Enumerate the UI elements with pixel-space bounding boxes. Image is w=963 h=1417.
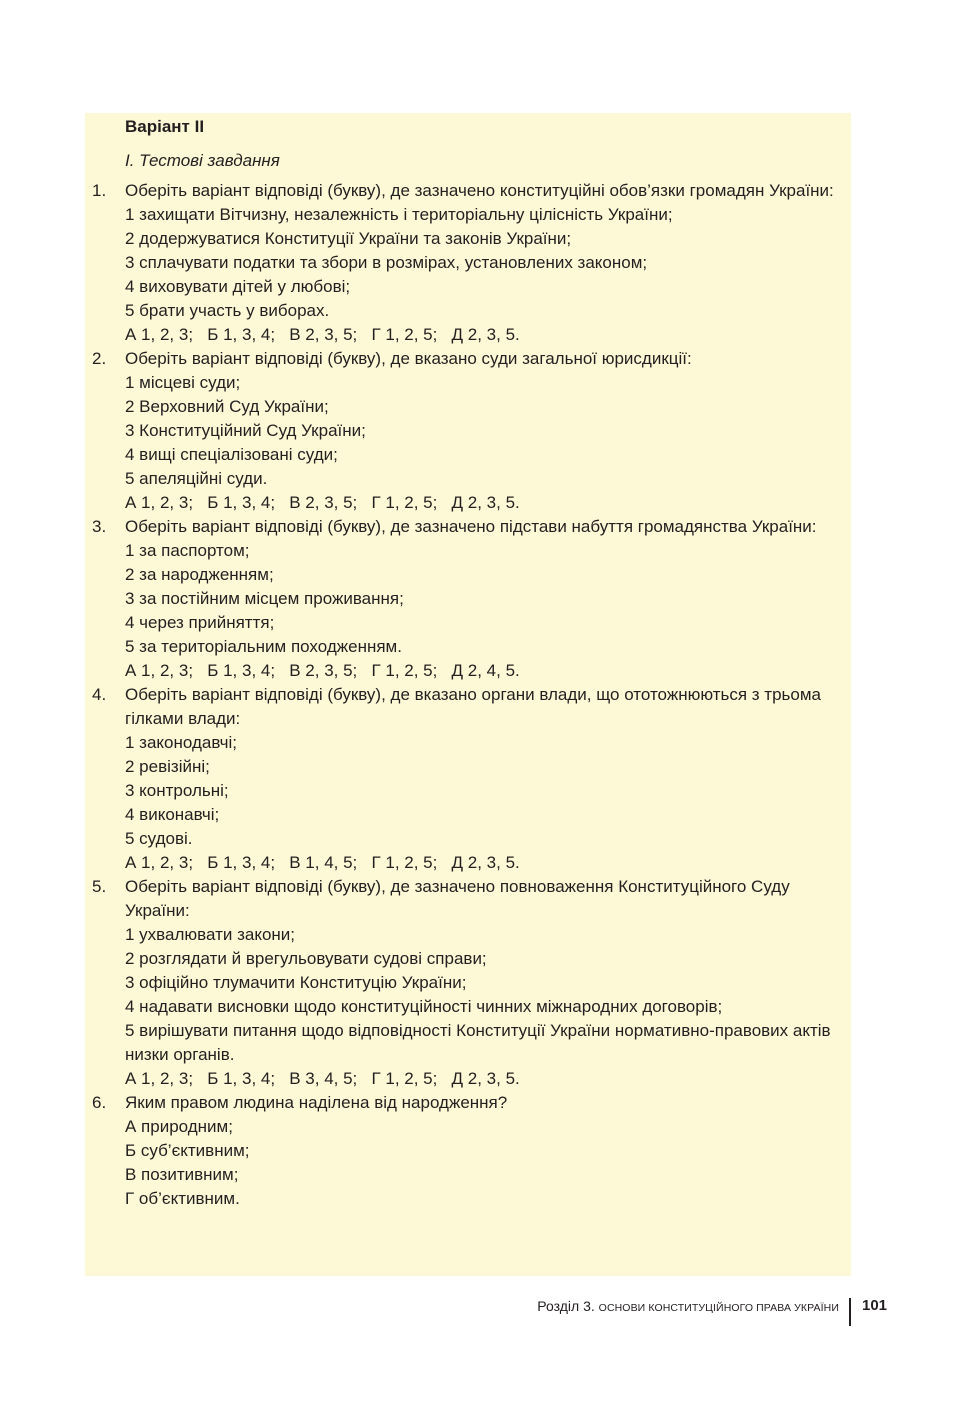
question-option: 2 Верховний Суд України;: [125, 397, 329, 416]
question-option: 2 розглядати й врегульовувати судові справи;: [125, 949, 487, 968]
question-option: 3 офіційно тлумачити Конституцію України;: [125, 973, 467, 992]
question-3: [85, 515, 851, 683]
question-text: Оберіть варіант відповіді (букву), де зазначено конституційні обов’язки громадян України:: [125, 181, 834, 200]
question-option: А природним;: [125, 1117, 233, 1136]
question-option: 5 вирішувати питання щодо відповідності Конституції України нормативно-правових актів низки органів.: [125, 1021, 831, 1064]
question-option: 2 ревізійні;: [125, 757, 210, 776]
answer-choices: А 1, 2, 3; Б 1, 3, 4; В 2, 3, 5; Г 1, 2, 5; Д 2, 4, 5.: [125, 661, 520, 680]
footer-section-title: ОСНОВИ КОНСТИТУЦІЙНОГО ПРАВА УКРАЇНИ: [598, 1302, 839, 1314]
question-number: 5.: [92, 877, 107, 896]
answer-choices: А 1, 2, 3; Б 1, 3, 4; В 1, 4, 5; Г 1, 2, 5; Д 2, 3, 5.: [125, 853, 520, 872]
answer-choices: А 1, 2, 3; Б 1, 3, 4; В 2, 3, 5; Г 1, 2, 5; Д 2, 3, 5.: [125, 325, 520, 344]
question-text: Оберіть варіант відповіді (букву), де зазначено повноваження Конституційного Суду України:: [125, 877, 790, 920]
question-option: 2 додержуватися Конституції України та законів України;: [125, 229, 572, 248]
footer-section: [537, 1296, 839, 1318]
question-option: 3 за постійним місцем проживання;: [125, 589, 404, 608]
question-number: 3.: [92, 517, 107, 536]
question-option: 2 за народженням;: [125, 565, 274, 584]
question-text: Оберіть варіант відповіді (букву), де вказано суди загальної юрисдикції:: [125, 349, 692, 368]
question-number: 6.: [92, 1093, 107, 1112]
test-content: [85, 115, 851, 1211]
question-option: Г об’єктивним.: [125, 1189, 240, 1208]
question-option: 5 судові.: [125, 829, 193, 848]
question-option: 3 контрольні;: [125, 781, 229, 800]
question-1: [85, 179, 851, 347]
question-5: [85, 875, 851, 1091]
footer-section-label: Розділ 3.: [537, 1298, 595, 1314]
question-option: 1 захищати Вітчизну, незалежність і територіальну цілісність України;: [125, 205, 673, 224]
answer-choices: А 1, 2, 3; Б 1, 3, 4; В 3, 4, 5; Г 1, 2, 5; Д 2, 3, 5.: [125, 1069, 520, 1088]
question-option: 4 через прийняття;: [125, 613, 275, 632]
question-number: 2.: [92, 349, 107, 368]
question-option: 3 сплачувати податки та збори в розмірах, установлених законом;: [125, 253, 648, 272]
question-option: 5 брати участь у виборах.: [125, 301, 330, 320]
question-option: 4 виконавчі;: [125, 805, 220, 824]
question-number: 1.: [92, 181, 107, 200]
question-2: [85, 347, 851, 515]
variant-title: Варіант ІІ: [125, 117, 205, 136]
question-option: 1 ухвалювати закони;: [125, 925, 296, 944]
question-option: 4 вищі спеціалізовані суди;: [125, 445, 338, 464]
question-text: Оберіть варіант відповіді (букву), де зазначено підстави набуття громадянства України:: [125, 517, 817, 536]
question-text: Оберіть варіант відповіді (букву), де вказано органи влади, що ототожнюються з трьома гілками влади:: [125, 685, 821, 728]
question-option: В позитивним;: [125, 1165, 239, 1184]
question-option: 1 за паспортом;: [125, 541, 250, 560]
answer-choices: А 1, 2, 3; Б 1, 3, 4; В 2, 3, 5; Г 1, 2, 5; Д 2, 3, 5.: [125, 493, 520, 512]
question-option: 4 надавати висновки щодо конституційності чинних міжнародних договорів;: [125, 997, 723, 1016]
question-option: 5 за територіальним походженням.: [125, 637, 402, 656]
question-list: [85, 179, 851, 1211]
question-option: Б суб’єктивним;: [125, 1141, 250, 1160]
question-option: 1 законодавчі;: [125, 733, 237, 752]
question-option: 5 апеляційні суди.: [125, 469, 268, 488]
footer-divider: [849, 1298, 851, 1326]
question-option: 1 місцеві суди;: [125, 373, 241, 392]
page-number: 101: [862, 1297, 888, 1314]
question-option: 3 Конституційний Суд України;: [125, 421, 366, 440]
question-text: Яким правом людина наділена від народження?: [125, 1093, 508, 1112]
question-number: 4.: [92, 685, 107, 704]
page-footer: [0, 1296, 963, 1326]
question-6: [85, 1091, 851, 1211]
question-option: 4 виховувати дітей у любові;: [125, 277, 351, 296]
section-subtitle: І. Тестові завдання: [125, 151, 280, 170]
question-4: [85, 683, 851, 875]
